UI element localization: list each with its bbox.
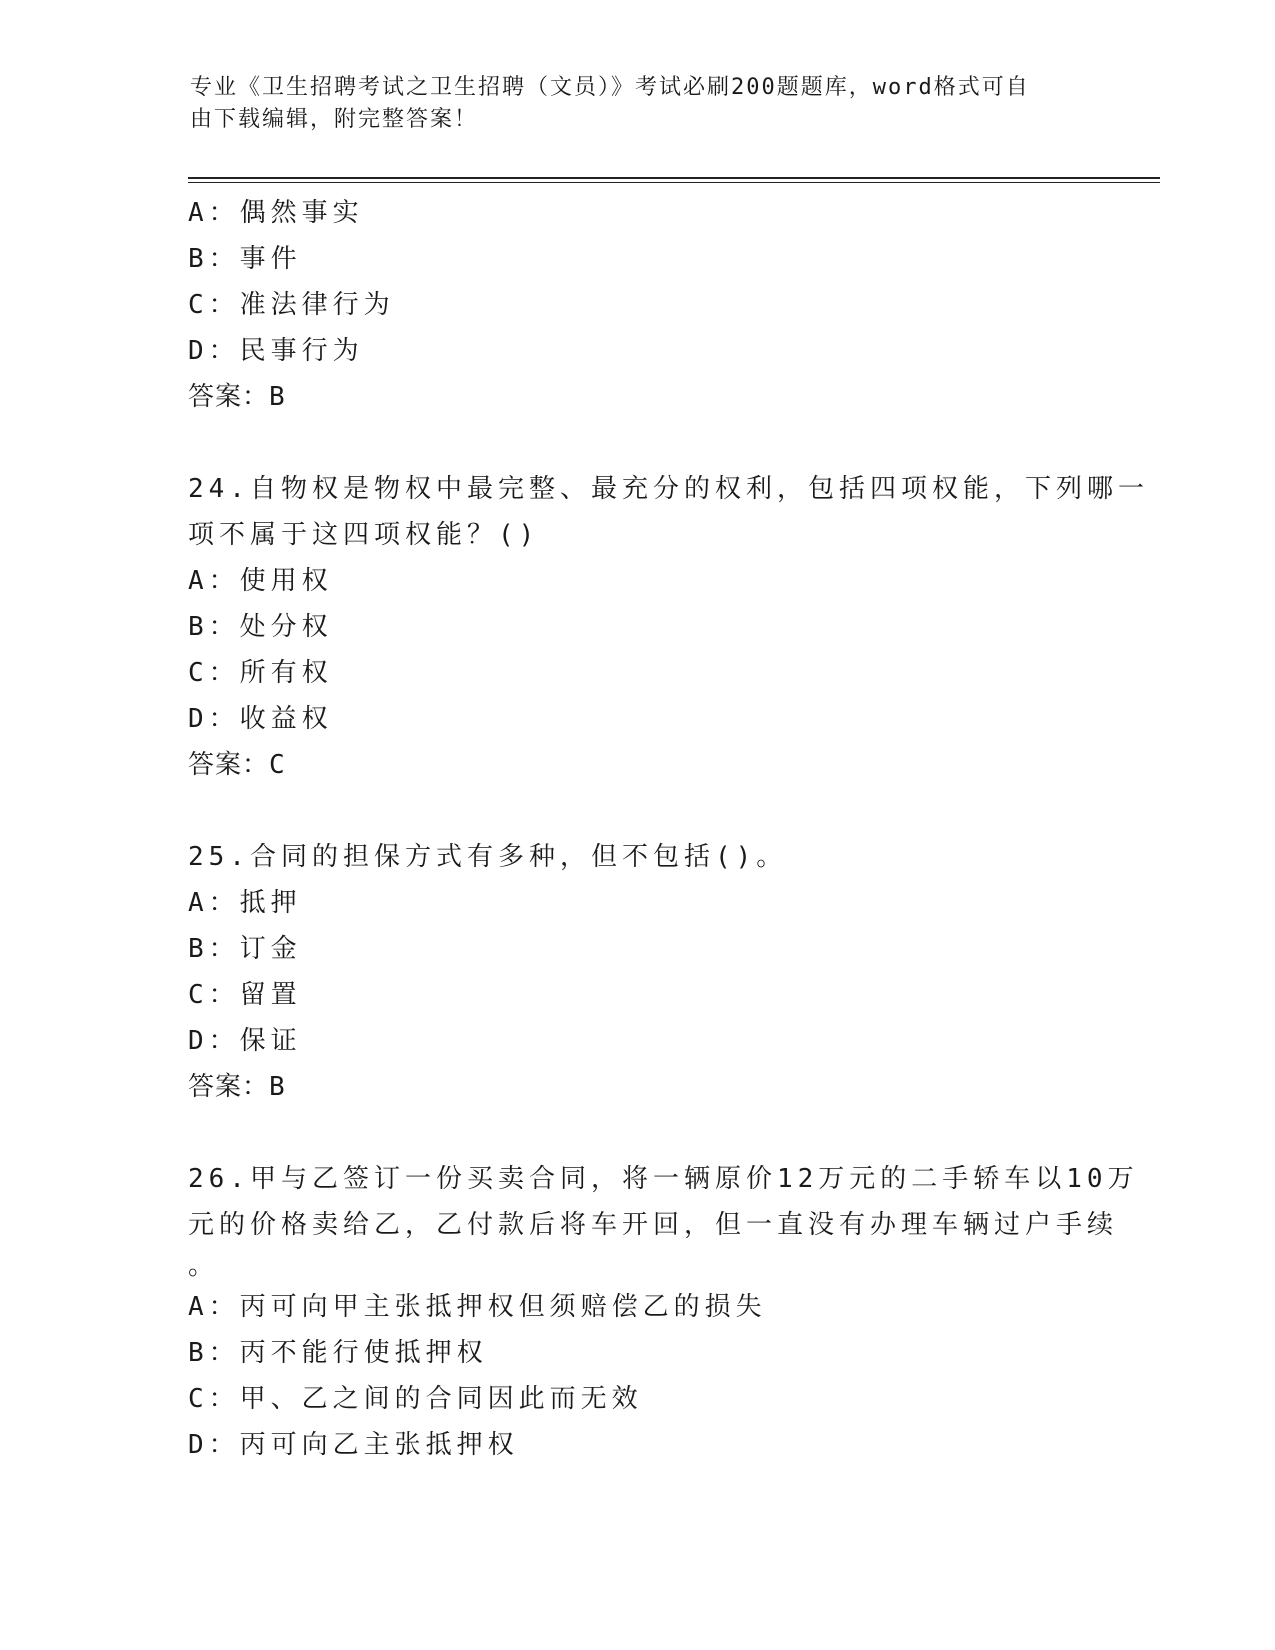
option-b: B：处分权 [188, 612, 333, 642]
answer: 答案：B [188, 1072, 286, 1102]
spacer [188, 1110, 1088, 1156]
option-b: B：丙不能行使抵押权 [188, 1338, 488, 1368]
question-stem: 元的价格卖给乙，乙付款后将车开回，但一直没有办理车辆过户手续 [188, 1210, 1119, 1240]
option-c: C：准法律行为 [188, 290, 395, 320]
option-c: C：留置 [188, 980, 302, 1010]
option-d: D：保证 [188, 1026, 302, 1056]
question-24 [188, 466, 1149, 788]
document-header [190, 72, 1090, 136]
question-stem: 24.自物权是物权中最完整、最充分的权利，包括四项权能，下列哪一 [188, 474, 1149, 504]
spacer [188, 788, 1088, 834]
header-rule-thin [188, 182, 1160, 183]
question-25 [188, 834, 1088, 1110]
question-26 [188, 1156, 1139, 1468]
question-list [188, 190, 1149, 1468]
question-23 [188, 190, 1088, 420]
question-stem: 25.合同的担保方式有多种，但不包括()。 [188, 842, 788, 872]
header-line-2: 由下载编辑，附完整答案！ [190, 107, 479, 132]
option-d: D：丙可向乙主张抵押权 [188, 1430, 519, 1460]
answer: 答案：C [188, 750, 286, 780]
option-a: A：使用权 [188, 566, 333, 596]
option-c: C：所有权 [188, 658, 333, 688]
option-a: A：抵押 [188, 888, 302, 918]
option-b: B：事件 [188, 244, 302, 274]
option-a: A：偶然事实 [188, 198, 364, 228]
option-c: C：甲、乙之间的合同因此而无效 [188, 1384, 643, 1414]
header-line-1: 专业《卫生招聘考试之卫生招聘（文员）》考试必刷200题题库，word格式可自 [190, 75, 1030, 100]
option-b: B：订金 [188, 934, 302, 964]
option-a: A：丙可向甲主张抵押权但须赔偿乙的损失 [188, 1292, 767, 1322]
spacer [188, 420, 1088, 466]
question-stem: 26.甲与乙签订一份买卖合同，将一辆原价12万元的二手轿车以10万 [188, 1164, 1139, 1194]
question-stem: 项不属于这四项权能？() [188, 520, 540, 550]
option-d: D：民事行为 [188, 336, 364, 366]
answer: 答案：B [188, 382, 286, 412]
header-rule-thick [188, 177, 1160, 179]
option-d: D：收益权 [188, 704, 333, 734]
question-stem: 。 [188, 1251, 220, 1281]
